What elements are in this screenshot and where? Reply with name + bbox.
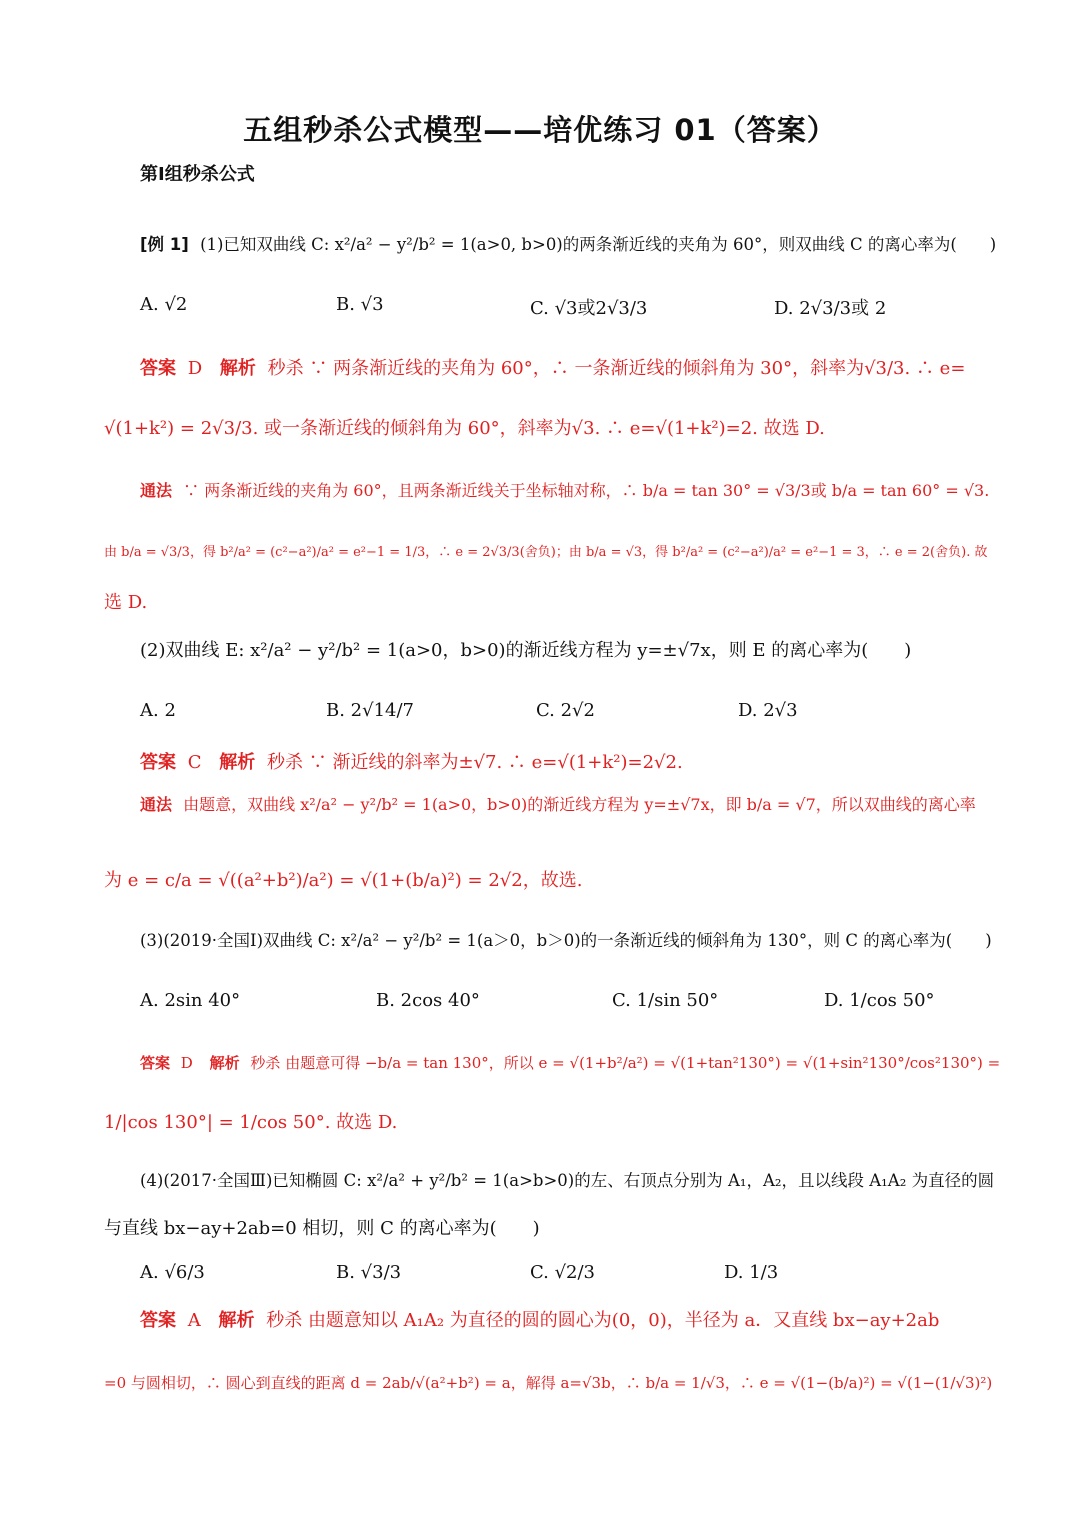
general-method-1-text: ∵ 两条渐近线的夹角为 60°，且两条渐近线关于坐标轴对称，∴ b/a = tan 30° = √3/3或 b/a = tan 60° = √3. (183, 481, 990, 500)
general-method-label: 通法 (140, 481, 173, 500)
general-method-2 (140, 792, 976, 818)
q2-option-b: B. 2√14/7 (326, 700, 415, 721)
answer-label: 答案 (140, 752, 176, 773)
answer-4 (140, 1308, 939, 1334)
question-2: (2)双曲线 E: x²/a² − y²/b² = 1(a>0，b>0)的渐近线方程为 y=±√7x，则 E 的离心率为( ) (140, 640, 912, 661)
q3-option-d: D. 1/cos 50° (824, 990, 935, 1011)
answer-4-method: 秒杀 (266, 1310, 303, 1331)
question-1 (140, 232, 996, 258)
answer-1-choice: D (187, 358, 203, 379)
general-method-2-text: 由题意，双曲线 x²/a² − y²/b² = 1(a>0，b>0)的渐近线方程为 y=±√7x，即 b/a = √7，所以双曲线的离心率 (183, 795, 976, 814)
q1-option-b: B. √3 (336, 294, 384, 315)
general-method-2-line2: 为 e = c/a = √((a²+b²)/a²) = √(1+(b/a)²) = 2√2，故选. (104, 870, 583, 891)
answer-1-line2: √(1+k²) = 2√3/3. 或一条渐近线的倾斜角为 60°，斜率为√3. ∴ e=√(1+k²)=2. 故选 D. (104, 418, 825, 439)
answer-label: 答案 (140, 358, 176, 379)
page-title: 五组秒杀公式模型——培优练习 01（答案） (243, 113, 837, 147)
question-4-line2: 与直线 bx−ay+2ab=0 相切，则 C 的离心率为( ) (104, 1218, 540, 1239)
analysis-label: 解析 (209, 1054, 240, 1072)
q2-option-c: C. 2√2 (536, 700, 595, 721)
q4-option-d: D. 1/3 (724, 1262, 779, 1283)
answer-1-text: ∵ 两条渐近线的夹角为 60°，∴ 一条渐近线的倾斜角为 30°，斜率为√3/3. ∴ e= (309, 358, 966, 379)
general-method-1 (140, 478, 989, 504)
answer-2-method: 秒杀 (266, 752, 303, 773)
example-label: [例 1] (140, 235, 189, 254)
q2-option-d: D. 2√3 (738, 700, 798, 721)
analysis-label: 解析 (219, 752, 256, 773)
answer-3-text: 由题意可得 −b/a = tan 130°，所以 e = √(1+b²/a²) = √(1+tan²130°) = √(1+sin²130°/cos²130°) = (285, 1054, 1001, 1072)
answer-3-method: 秒杀 (250, 1054, 281, 1072)
q4-option-a: A. √6/3 (140, 1262, 205, 1283)
q4-option-b: B. √3/3 (336, 1262, 402, 1283)
analysis-label: 解析 (219, 358, 256, 379)
q3-option-b: B. 2cos 40° (376, 990, 480, 1011)
answer-4-line2: =0 与圆相切，∴ 圆心到直线的距离 d = 2ab/√(a²+b²) = a，解得 a=√3b，∴ b/a = 1/√3，∴ e = √(1−(b/a)²) = √(1−(1/√3)²) (104, 1374, 993, 1392)
section-heading: 第Ⅰ组秒杀公式 (140, 164, 255, 185)
q2-option-a: A. 2 (140, 700, 176, 721)
answer-2-text: ∵ 渐近线的斜率为±√7. ∴ e=√(1+k²)=2√2. (308, 752, 683, 773)
q3-option-a: A. 2sin 40° (140, 990, 241, 1011)
question-1-text: (1)已知双曲线 C: x²/a² − y²/b² = 1(a>0, b>0)的两条渐近线的夹角为 60°，则双曲线 C 的离心率为( ) (200, 235, 997, 254)
q3-option-c: C. 1/sin 50° (612, 990, 719, 1011)
q1-option-d: D. 2√3/3或 2 (774, 298, 887, 319)
general-method-1-line3: 选 D. (104, 592, 148, 613)
q1-option-a: A. √2 (140, 294, 188, 315)
question-3: (3)(2019·全国Ⅰ)双曲线 C: x²/a² − y²/b² = 1(a＞0，b＞0)的一条渐近线的倾斜角为 130°，则 C 的离心率为( ) (140, 931, 992, 950)
general-method-label: 通法 (140, 795, 173, 814)
answer-4-choice: A (187, 1310, 201, 1331)
answer-label: 答案 (140, 1310, 176, 1331)
answer-3-choice: D (180, 1054, 193, 1072)
answer-label: 答案 (140, 1054, 171, 1072)
answer-1-method: 秒杀 (267, 358, 304, 379)
answer-1 (140, 356, 965, 382)
answer-2-choice: C (187, 752, 202, 773)
question-4: (4)(2017·全国Ⅲ)已知椭圆 C: x²/a² + y²/b² = 1(a>b>0)的左、右顶点分别为 A₁，A₂，且以线段 A₁A₂ 为直径的圆 (140, 1171, 995, 1190)
answer-2 (140, 750, 683, 776)
answer-3 (140, 1050, 1000, 1076)
q4-option-c: C. √2/3 (530, 1262, 596, 1283)
answer-3-line2: 1/|cos 130°| = 1/cos 50°. 故选 D. (104, 1112, 398, 1133)
analysis-label: 解析 (218, 1310, 255, 1331)
q1-option-c: C. √3或2√3/3 (530, 298, 648, 319)
general-method-1-line2: 由 b/a = √3/3，得 b²/a² = (c²−a²)/a² = e²−1 = 1/3，∴ e = 2√3/3(舍负)；由 b/a = √3，得 b²/a² = (c²−a²)/a² = e²−1 = 3，∴ e = 2(舍负). 故 (104, 545, 988, 560)
answer-4-text: 由题意知以 A₁A₂ 为直径的圆的圆心为(0，0)，半径为 a．又直线 bx−ay+2ab (307, 1310, 940, 1331)
